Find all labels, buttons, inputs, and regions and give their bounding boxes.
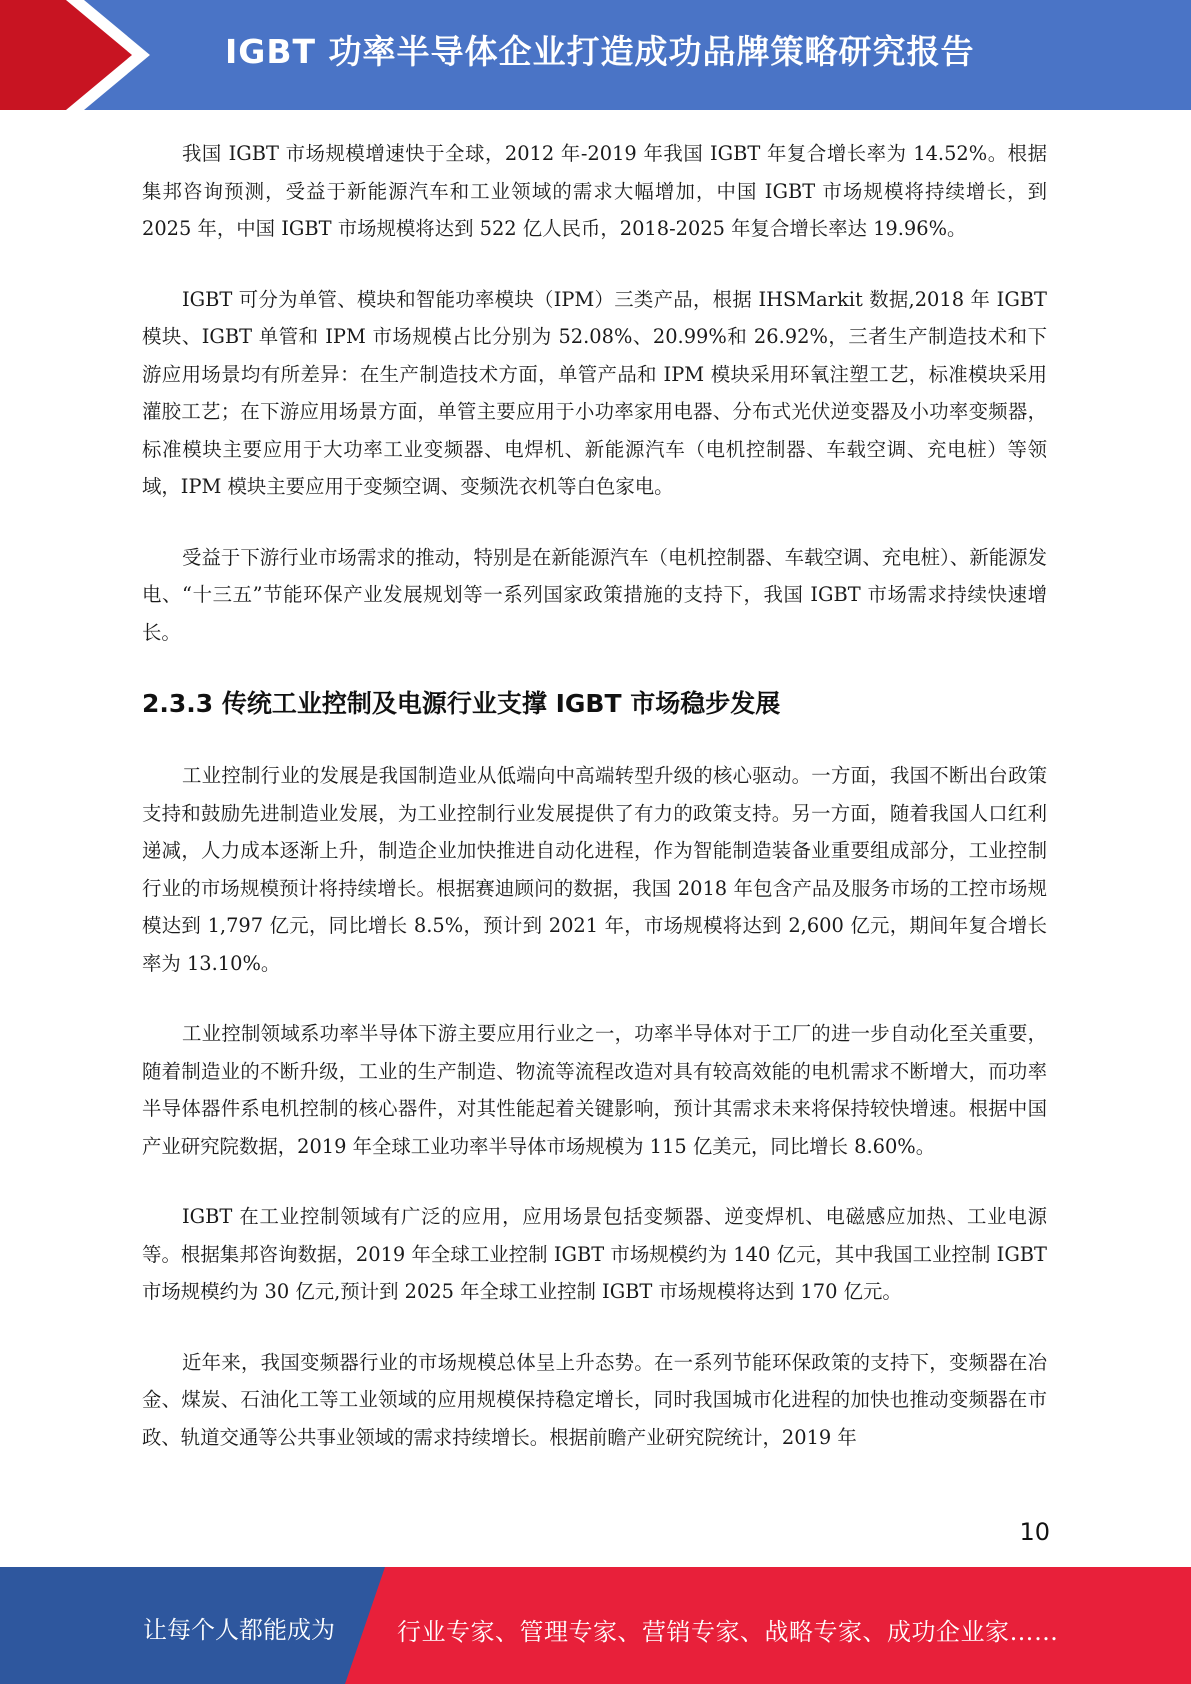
page-number: 10 — [1019, 1518, 1050, 1546]
paragraph: 我国 IGBT 市场规模增速快于全球，2012 年-2019 年我国 IGBT 年复合增长率为 14.52%。根据集邦咨询预测，受益于新能源汽车和工业领域的需求大幅增加，中国 IGBT 市场规模将持续增长，到 2025 年，中国 IGBT 市场规模将达到 522 亿人民币，2018-2025 年复合增长率达 19.96%。 — [142, 142, 1047, 240]
paragraph: 受益于下游行业市场需求的推动，特别是在新能源汽车（电机控制器、车载空调、充电桩）、新能源发电、“十三五”节能环保产业发展规划等一系列国家政策措施的支持下，我国 IGBT 市场需求持续快速增长。 — [142, 545, 1047, 644]
report-title: IGBT 功率半导体企业打造成功品牌策略研究报告 — [225, 32, 975, 71]
paragraph: 工业控制行业的发展是我国制造业从低端向中高端转型升级的核心驱动。一方面，我国不断出台政策支持和鼓励先进制造业发展，为工业控制行业发展提供了有力的政策支持。另一方面，随着我国人口红利递减，人力成本逐渐上升，制造企业加快推进自动化进程，作为智能制造装备业重要组成部分，工业控制行业的市场规模预计将持续增长。根据赛迪顾问的数据，我国 2018 年包含产品及服务市场的工控市场规模达到 1,797 亿元，同比增长 8.5%，预计到 2021 年，市场规模将达到 2,600 亿元，期间年复合增长率为 13.10%。 — [142, 764, 1047, 975]
footer-slogan-right: 行业专家、管理专家、营销专家、战略专家、成功企业家…… — [397, 1618, 1059, 1646]
page-body — [142, 135, 1047, 1489]
paragraph: IGBT 可分为单管、模块和智能功率模块（IPM）三类产品，根据 IHSMarkit 数据,2018 年 IGBT 模块、IGBT 单管和 IPM 市场规模占比分别为 52.08%、20.99%和 26.92%，三者生产制造技术和下游应用场景均有所差异：在生产制造技术方面，单管产品和 IPM 模块采用环氧注塑工艺，标准模块采用灌胶工艺；在下游应用场景方面，单管主要应用于小功率家用电器、分布式光伏逆变器及小功率变频器，标准模块主要应用于大功率工业变频器、电焊机、新能源汽车（电机控制器、车载空调、充电桩）等领域，IPM 模块主要应用于变频空调、变频洗衣机等白色家电。 — [142, 287, 1047, 498]
paragraph: 近年来，我国变频器行业的市场规模总体呈上升态势。在一系列节能环保政策的支持下，变频器在冶金、煤炭、石油化工等工业领域的应用规模保持稳定增长，同时我国城市化进程的加快也推动变频器在市政、轨道交通等公共事业领域的需求持续增长。根据前瞻产业研究院统计，2019 年 — [142, 1350, 1047, 1449]
section-heading: 2.3.3 传统工业控制及电源行业支撑 IGBT 市场稳步发展 — [142, 689, 781, 718]
page-footer — [0, 1567, 1191, 1684]
header-arrow-decoration — [0, 0, 150, 110]
paragraph: IGBT 在工业控制领域有广泛的应用，应用场景包括变频器、逆变焊机、电磁感应加热、工业电源等。根据集邦咨询数据，2019 年全球工业控制 IGBT 市场规模约为 140 亿元，其中我国工业控制 IGBT 市场规模约为 30 亿元,预计到 2025 年全球工业控制 IGBT 市场规模将达到 170 亿元。 — [142, 1205, 1047, 1303]
paragraph: 工业控制领域系功率半导体下游主要应用行业之一，功率半导体对于工厂的进一步自动化至关重要，随着制造业的不断升级，工业的生产制造、物流等流程改造对具有较高效能的电机需求不断增大，而功率半导体器件系电机控制的核心器件，对其性能起着关键影响，预计其需求未来将保持较快增速。根据中国产业研究院数据，2019 年全球工业功率半导体市场规模为 115 亿美元，同比增长 8.60%。 — [142, 1022, 1047, 1158]
page-header — [0, 0, 1191, 110]
footer-slogan-left: 让每个人都能成为 — [143, 1616, 335, 1644]
